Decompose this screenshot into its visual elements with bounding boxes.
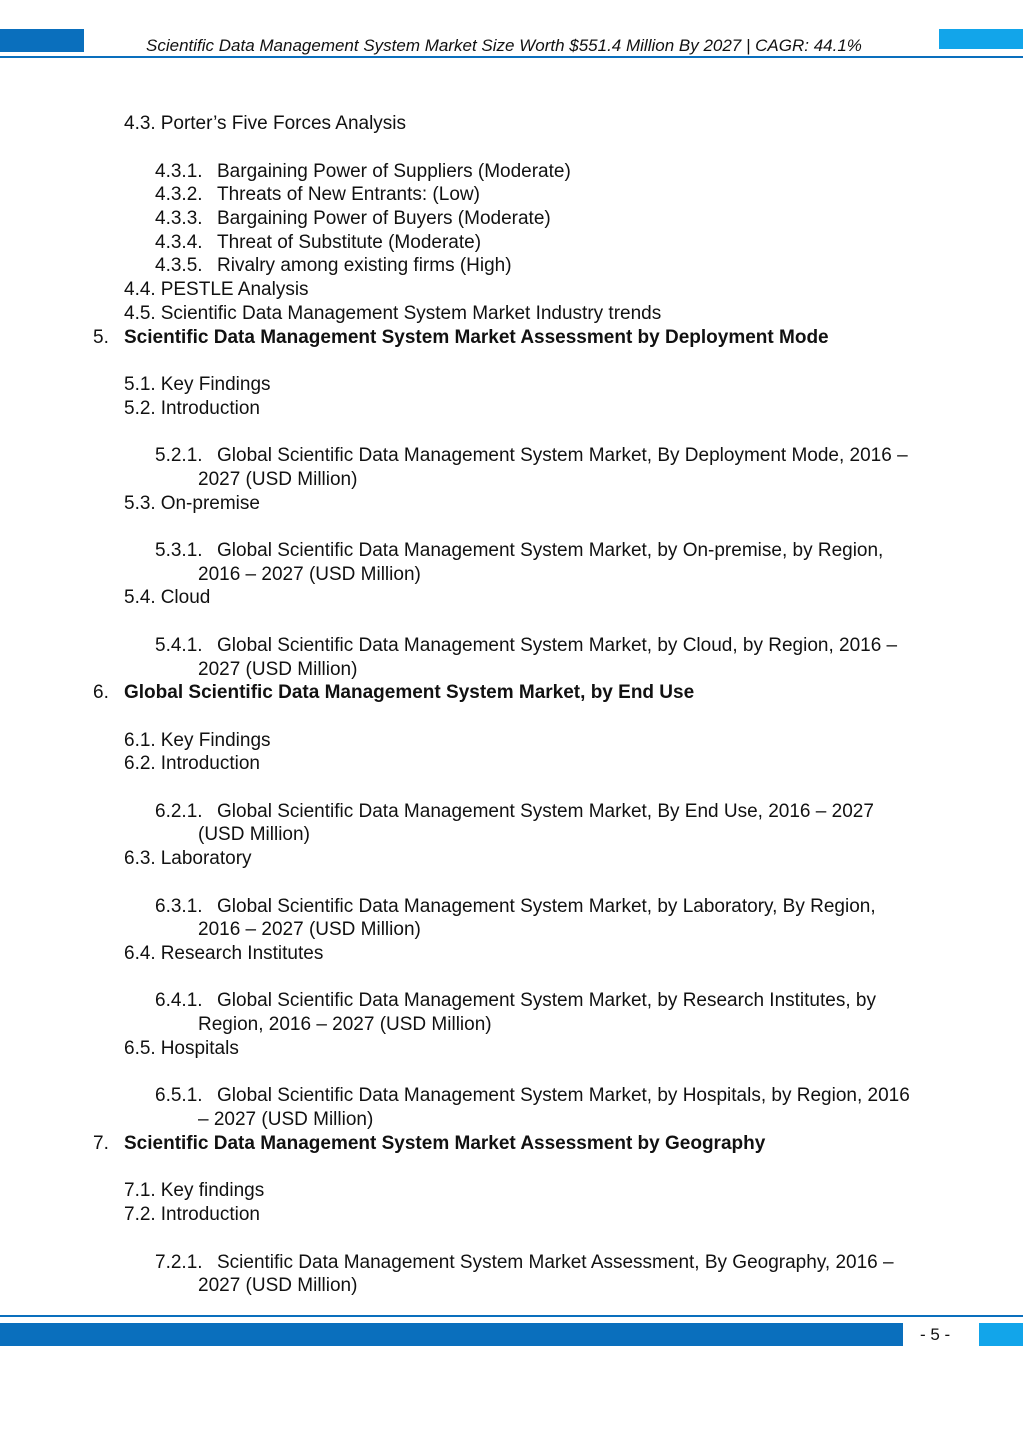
toc-number: 4.3. xyxy=(124,113,156,134)
toc-text: Global Scientific Data Management System Market, by On-premise, by Region, xyxy=(217,540,884,561)
toc-text: Global Scientific Data Management System Market, by Laboratory, By Region, xyxy=(217,896,876,917)
toc-number: 5.1. xyxy=(124,374,156,395)
toc-item xyxy=(155,254,512,278)
toc-item xyxy=(124,373,271,397)
toc-section-title: Global Scientific Data Management System Market, by End Use xyxy=(124,682,695,703)
toc-number: 5. xyxy=(93,327,109,348)
toc-number: 6.4.1. xyxy=(155,990,203,1011)
toc-text: Hospitals xyxy=(160,1038,239,1059)
toc-text: Global Scientific Data Management System Market, by Hospitals, by Region, 2016 xyxy=(217,1085,910,1106)
toc-text: Global Scientific Data Management System Market, by Research Institutes, by xyxy=(217,990,876,1011)
toc-number: 6.3.1. xyxy=(155,896,203,917)
toc-section xyxy=(93,326,829,350)
toc-text-continuation: – 2027 (USD Million) xyxy=(198,1109,374,1130)
toc-text: Bargaining Power of Buyers (Moderate) xyxy=(217,208,551,229)
toc-text: Scientific Data Management System Market Assessment, By Geography, 2016 – xyxy=(217,1252,894,1273)
page-number: - 5 - xyxy=(920,1325,951,1344)
header-title: Scientific Data Management System Market Size Worth $551.4 Million By 2027 | CAGR: 44.1% xyxy=(146,36,862,55)
toc-number: 5.3.1. xyxy=(155,540,203,561)
toc-section-title: Scientific Data Management System Market Assessment by Geography xyxy=(124,1133,766,1154)
toc-item xyxy=(124,302,661,326)
toc-text-continuation: Region, 2016 – 2027 (USD Million) xyxy=(198,1014,492,1035)
toc-number: 4.3.1. xyxy=(155,161,203,182)
toc-text: Rivalry among existing firms (High) xyxy=(217,255,512,276)
toc-text: Threat of Substitute (Moderate) xyxy=(217,232,482,253)
toc-text-continuation: 2016 – 2027 (USD Million) xyxy=(198,564,421,585)
toc-item xyxy=(155,1084,910,1108)
toc-item xyxy=(124,729,271,753)
toc-item xyxy=(124,112,406,136)
toc-item xyxy=(155,1251,894,1275)
toc-item xyxy=(124,278,309,302)
toc-number: 4.3.2. xyxy=(155,184,203,205)
toc-text: Introduction xyxy=(160,753,260,774)
toc-item xyxy=(155,207,551,231)
toc-text: On-premise xyxy=(160,493,260,514)
toc-number: 6. xyxy=(93,682,109,703)
toc-number: 4.3.4. xyxy=(155,232,203,253)
toc-number: 4.4. xyxy=(124,279,156,300)
toc-item xyxy=(155,634,897,658)
toc-text-continuation: (USD Million) xyxy=(198,824,310,845)
toc-text: Research Institutes xyxy=(160,943,324,964)
toc-item xyxy=(155,539,883,563)
footer-rule xyxy=(0,1315,1023,1317)
toc-item xyxy=(124,1037,239,1061)
toc-section-title: Scientific Data Management System Market Assessment by Deployment Mode xyxy=(124,327,829,348)
footer-bar-left xyxy=(0,1323,903,1346)
toc-item xyxy=(155,231,481,255)
toc-item xyxy=(124,942,323,966)
toc-number: 4.3.5. xyxy=(155,255,203,276)
toc-item xyxy=(155,800,874,824)
toc-text: Key findings xyxy=(160,1180,265,1201)
toc-text: Porter’s Five Forces Analysis xyxy=(160,113,407,134)
toc-item xyxy=(124,1179,264,1203)
toc-item xyxy=(155,183,480,207)
toc-number: 5.4.1. xyxy=(155,635,203,656)
toc-item xyxy=(124,586,210,610)
header-bar-left xyxy=(0,29,84,52)
toc-text: PESTLE Analysis xyxy=(160,279,309,300)
toc-text-continuation: 2027 (USD Million) xyxy=(198,659,358,680)
toc-number: 7.1. xyxy=(124,1180,156,1201)
toc-section xyxy=(93,681,694,705)
toc-number: 5.3. xyxy=(124,493,156,514)
toc-number: 6.4. xyxy=(124,943,156,964)
toc-text: Key Findings xyxy=(160,374,271,395)
toc-text: Introduction xyxy=(160,398,260,419)
toc-text: Key Findings xyxy=(160,730,271,751)
toc-number: 6.5. xyxy=(124,1038,156,1059)
toc-item xyxy=(155,160,571,184)
toc-text: Introduction xyxy=(160,1204,260,1225)
toc-number: 6.1. xyxy=(124,730,156,751)
toc-text-continuation: 2016 – 2027 (USD Million) xyxy=(198,919,421,940)
toc-number: 5.2. xyxy=(124,398,156,419)
toc-text: Cloud xyxy=(160,587,211,608)
toc-number: 7.2. xyxy=(124,1204,156,1225)
toc-item xyxy=(124,1203,260,1227)
toc-number: 4.5. xyxy=(124,303,156,324)
header-bar-right xyxy=(939,29,1023,49)
toc-text-continuation: 2027 (USD Million) xyxy=(198,469,358,490)
toc-item xyxy=(124,847,252,871)
toc-number: 5.4. xyxy=(124,587,156,608)
header-rule xyxy=(0,56,1023,58)
toc-number: 6.3. xyxy=(124,848,156,869)
toc-text: Global Scientific Data Management System Market, By Deployment Mode, 2016 – xyxy=(217,445,908,466)
toc-item xyxy=(124,492,260,516)
toc-number: 5.2.1. xyxy=(155,445,203,466)
toc-item xyxy=(124,752,260,776)
toc-number: 7. xyxy=(93,1133,109,1154)
toc-section xyxy=(93,1132,765,1156)
footer-bar-right xyxy=(979,1323,1023,1346)
toc-number: 6.2.1. xyxy=(155,801,203,822)
toc-text: Threats of New Entrants: (Low) xyxy=(217,184,480,205)
toc-text: Global Scientific Data Management System Market, by Cloud, by Region, 2016 – xyxy=(217,635,898,656)
toc-item xyxy=(155,989,876,1013)
toc-item xyxy=(155,444,908,468)
toc-number: 6.5.1. xyxy=(155,1085,203,1106)
toc-text-continuation: 2027 (USD Million) xyxy=(198,1275,358,1296)
toc-text: Global Scientific Data Management System Market, By End Use, 2016 – 2027 xyxy=(217,801,874,822)
toc-text: Laboratory xyxy=(160,848,252,869)
toc-number: 4.3.3. xyxy=(155,208,203,229)
toc-text: Scientific Data Management System Market Industry trends xyxy=(160,303,662,324)
toc-number: 6.2. xyxy=(124,753,156,774)
toc-number: 7.2.1. xyxy=(155,1252,203,1273)
toc-item xyxy=(124,397,260,421)
toc-text: Bargaining Power of Suppliers (Moderate) xyxy=(217,161,571,182)
toc-item xyxy=(155,895,876,919)
